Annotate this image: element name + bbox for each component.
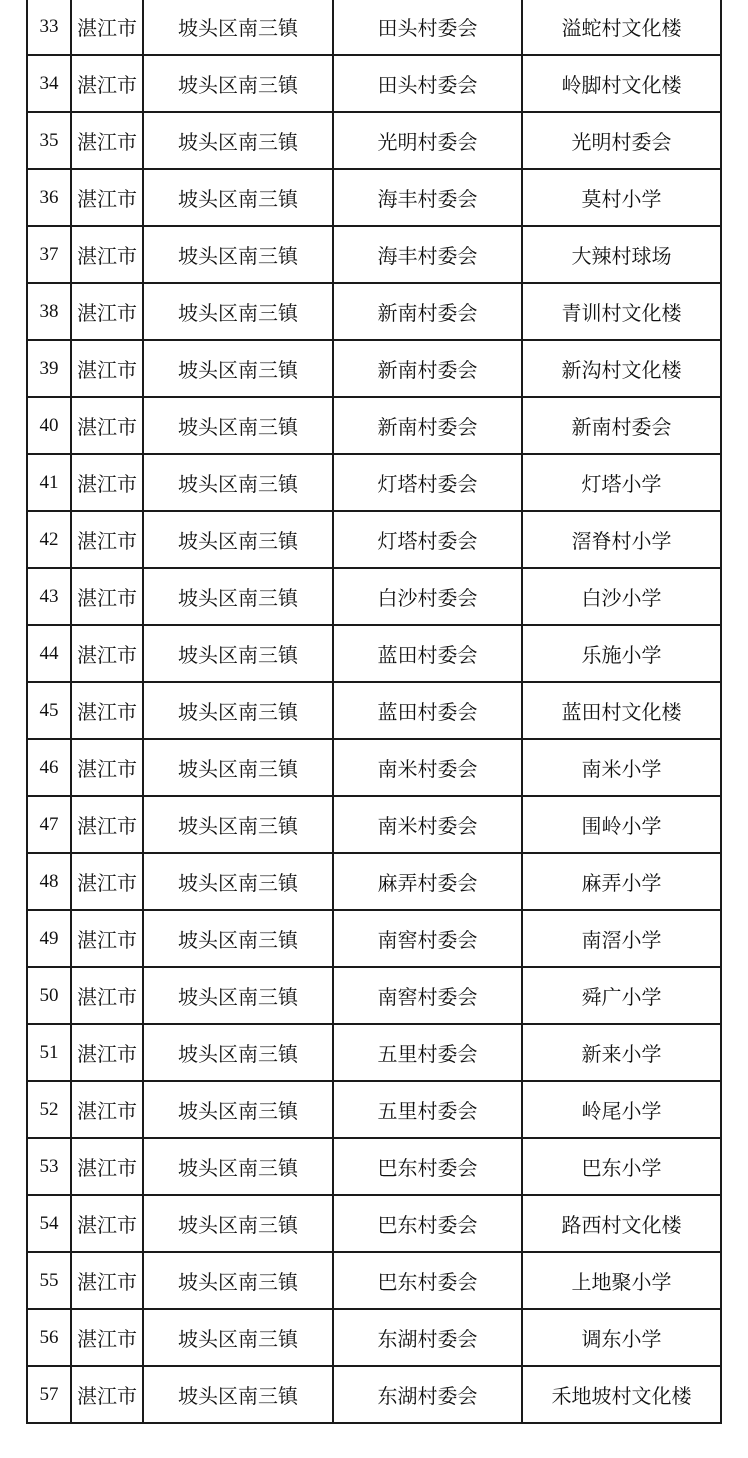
site-cell: 舜广小学: [522, 967, 721, 1024]
city-cell: 湛江市: [71, 0, 143, 55]
site-cell: 乐施小学: [522, 625, 721, 682]
village-committee-cell: 海丰村委会: [333, 226, 522, 283]
site-cell: 溢蛇村文化楼: [522, 0, 721, 55]
row-number-cell: 49: [27, 910, 71, 967]
table-row: [27, 55, 721, 112]
table-row: [27, 682, 721, 739]
village-committee-cell: 南米村委会: [333, 739, 522, 796]
site-cell: 大辣村球场: [522, 226, 721, 283]
row-number-cell: 53: [27, 1138, 71, 1195]
table-row: [27, 340, 721, 397]
table-row: [27, 511, 721, 568]
district-town-cell: 坡头区南三镇: [143, 511, 333, 568]
sites-table: [26, 0, 722, 1424]
village-committee-cell: 新南村委会: [333, 397, 522, 454]
village-committee-cell: 白沙村委会: [333, 568, 522, 625]
district-town-cell: 坡头区南三镇: [143, 739, 333, 796]
district-town-cell: 坡头区南三镇: [143, 397, 333, 454]
city-cell: 湛江市: [71, 967, 143, 1024]
village-committee-cell: 光明村委会: [333, 112, 522, 169]
district-town-cell: 坡头区南三镇: [143, 967, 333, 1024]
site-cell: 蓝田村文化楼: [522, 682, 721, 739]
row-number-cell: 35: [27, 112, 71, 169]
city-cell: 湛江市: [71, 1081, 143, 1138]
site-cell: 岭脚村文化楼: [522, 55, 721, 112]
row-number-cell: 37: [27, 226, 71, 283]
district-town-cell: 坡头区南三镇: [143, 1309, 333, 1366]
row-number-cell: 50: [27, 967, 71, 1024]
site-cell: 南米小学: [522, 739, 721, 796]
district-town-cell: 坡头区南三镇: [143, 55, 333, 112]
city-cell: 湛江市: [71, 169, 143, 226]
site-cell: 上地聚小学: [522, 1252, 721, 1309]
district-town-cell: 坡头区南三镇: [143, 568, 333, 625]
village-committee-cell: 灯塔村委会: [333, 511, 522, 568]
district-town-cell: 坡头区南三镇: [143, 1081, 333, 1138]
city-cell: 湛江市: [71, 226, 143, 283]
table-row: [27, 0, 721, 55]
district-town-cell: 坡头区南三镇: [143, 1138, 333, 1195]
village-committee-cell: 南窖村委会: [333, 910, 522, 967]
village-committee-cell: 南窖村委会: [333, 967, 522, 1024]
row-number-cell: 52: [27, 1081, 71, 1138]
site-cell: 莫村小学: [522, 169, 721, 226]
row-number-cell: 38: [27, 283, 71, 340]
district-town-cell: 坡头区南三镇: [143, 1252, 333, 1309]
site-cell: 新沟村文化楼: [522, 340, 721, 397]
table-row: [27, 1366, 721, 1423]
city-cell: 湛江市: [71, 511, 143, 568]
site-cell: 调东小学: [522, 1309, 721, 1366]
city-cell: 湛江市: [71, 55, 143, 112]
city-cell: 湛江市: [71, 625, 143, 682]
table-row: [27, 1138, 721, 1195]
site-cell: 灯塔小学: [522, 454, 721, 511]
row-number-cell: 44: [27, 625, 71, 682]
table-row: [27, 1081, 721, 1138]
row-number-cell: 47: [27, 796, 71, 853]
row-number-cell: 48: [27, 853, 71, 910]
site-cell: 路西村文化楼: [522, 1195, 721, 1252]
site-cell: 禾地坡村文化楼: [522, 1366, 721, 1423]
village-committee-cell: 东湖村委会: [333, 1366, 522, 1423]
village-committee-cell: 海丰村委会: [333, 169, 522, 226]
row-number-cell: 51: [27, 1024, 71, 1081]
district-town-cell: 坡头区南三镇: [143, 283, 333, 340]
village-committee-cell: 巴东村委会: [333, 1138, 522, 1195]
city-cell: 湛江市: [71, 283, 143, 340]
village-committee-cell: 田头村委会: [333, 55, 522, 112]
table-row: [27, 796, 721, 853]
table-row: [27, 625, 721, 682]
row-number-cell: 54: [27, 1195, 71, 1252]
village-committee-cell: 蓝田村委会: [333, 682, 522, 739]
row-number-cell: 56: [27, 1309, 71, 1366]
district-town-cell: 坡头区南三镇: [143, 454, 333, 511]
village-committee-cell: 麻弄村委会: [333, 853, 522, 910]
district-town-cell: 坡头区南三镇: [143, 1366, 333, 1423]
city-cell: 湛江市: [71, 568, 143, 625]
row-number-cell: 33: [27, 0, 71, 55]
site-cell: 新南村委会: [522, 397, 721, 454]
site-cell: 光明村委会: [522, 112, 721, 169]
site-cell: 滘脊村小学: [522, 511, 721, 568]
table-row: [27, 169, 721, 226]
site-cell: 青训村文化楼: [522, 283, 721, 340]
city-cell: 湛江市: [71, 739, 143, 796]
site-cell: 新来小学: [522, 1024, 721, 1081]
city-cell: 湛江市: [71, 1024, 143, 1081]
district-town-cell: 坡头区南三镇: [143, 0, 333, 55]
city-cell: 湛江市: [71, 796, 143, 853]
district-town-cell: 坡头区南三镇: [143, 340, 333, 397]
row-number-cell: 46: [27, 739, 71, 796]
village-committee-cell: 蓝田村委会: [333, 625, 522, 682]
table-row: [27, 1309, 721, 1366]
village-committee-cell: 新南村委会: [333, 340, 522, 397]
city-cell: 湛江市: [71, 1138, 143, 1195]
table-row: [27, 910, 721, 967]
village-committee-cell: 东湖村委会: [333, 1309, 522, 1366]
village-committee-cell: 巴东村委会: [333, 1195, 522, 1252]
site-cell: 巴东小学: [522, 1138, 721, 1195]
district-town-cell: 坡头区南三镇: [143, 226, 333, 283]
row-number-cell: 42: [27, 511, 71, 568]
district-town-cell: 坡头区南三镇: [143, 910, 333, 967]
district-town-cell: 坡头区南三镇: [143, 853, 333, 910]
city-cell: 湛江市: [71, 1195, 143, 1252]
village-committee-cell: 巴东村委会: [333, 1252, 522, 1309]
city-cell: 湛江市: [71, 397, 143, 454]
city-cell: 湛江市: [71, 1252, 143, 1309]
table-body: [27, 0, 721, 1423]
city-cell: 湛江市: [71, 340, 143, 397]
site-cell: 围岭小学: [522, 796, 721, 853]
row-number-cell: 39: [27, 340, 71, 397]
village-committee-cell: 田头村委会: [333, 0, 522, 55]
site-cell: 南滘小学: [522, 910, 721, 967]
row-number-cell: 36: [27, 169, 71, 226]
city-cell: 湛江市: [71, 1366, 143, 1423]
district-town-cell: 坡头区南三镇: [143, 682, 333, 739]
district-town-cell: 坡头区南三镇: [143, 1024, 333, 1081]
row-number-cell: 34: [27, 55, 71, 112]
row-number-cell: 45: [27, 682, 71, 739]
city-cell: 湛江市: [71, 910, 143, 967]
row-number-cell: 55: [27, 1252, 71, 1309]
row-number-cell: 40: [27, 397, 71, 454]
site-cell: 岭尾小学: [522, 1081, 721, 1138]
table-row: [27, 397, 721, 454]
village-committee-cell: 五里村委会: [333, 1024, 522, 1081]
site-cell: 白沙小学: [522, 568, 721, 625]
village-committee-cell: 五里村委会: [333, 1081, 522, 1138]
table-row: [27, 1195, 721, 1252]
table-row: [27, 226, 721, 283]
district-town-cell: 坡头区南三镇: [143, 796, 333, 853]
table-row: [27, 283, 721, 340]
city-cell: 湛江市: [71, 853, 143, 910]
table-row: [27, 568, 721, 625]
table-row: [27, 1024, 721, 1081]
district-town-cell: 坡头区南三镇: [143, 169, 333, 226]
row-number-cell: 57: [27, 1366, 71, 1423]
district-town-cell: 坡头区南三镇: [143, 1195, 333, 1252]
city-cell: 湛江市: [71, 682, 143, 739]
village-committee-cell: 新南村委会: [333, 283, 522, 340]
table-row: [27, 1252, 721, 1309]
row-number-cell: 41: [27, 454, 71, 511]
village-committee-cell: 灯塔村委会: [333, 454, 522, 511]
table-row: [27, 967, 721, 1024]
table-row: [27, 454, 721, 511]
row-number-cell: 43: [27, 568, 71, 625]
site-cell: 麻弄小学: [522, 853, 721, 910]
table-row: [27, 853, 721, 910]
city-cell: 湛江市: [71, 454, 143, 511]
city-cell: 湛江市: [71, 112, 143, 169]
district-town-cell: 坡头区南三镇: [143, 625, 333, 682]
district-town-cell: 坡头区南三镇: [143, 112, 333, 169]
sites-table-container: [26, 0, 720, 1424]
table-row: [27, 112, 721, 169]
city-cell: 湛江市: [71, 1309, 143, 1366]
village-committee-cell: 南米村委会: [333, 796, 522, 853]
table-row: [27, 739, 721, 796]
